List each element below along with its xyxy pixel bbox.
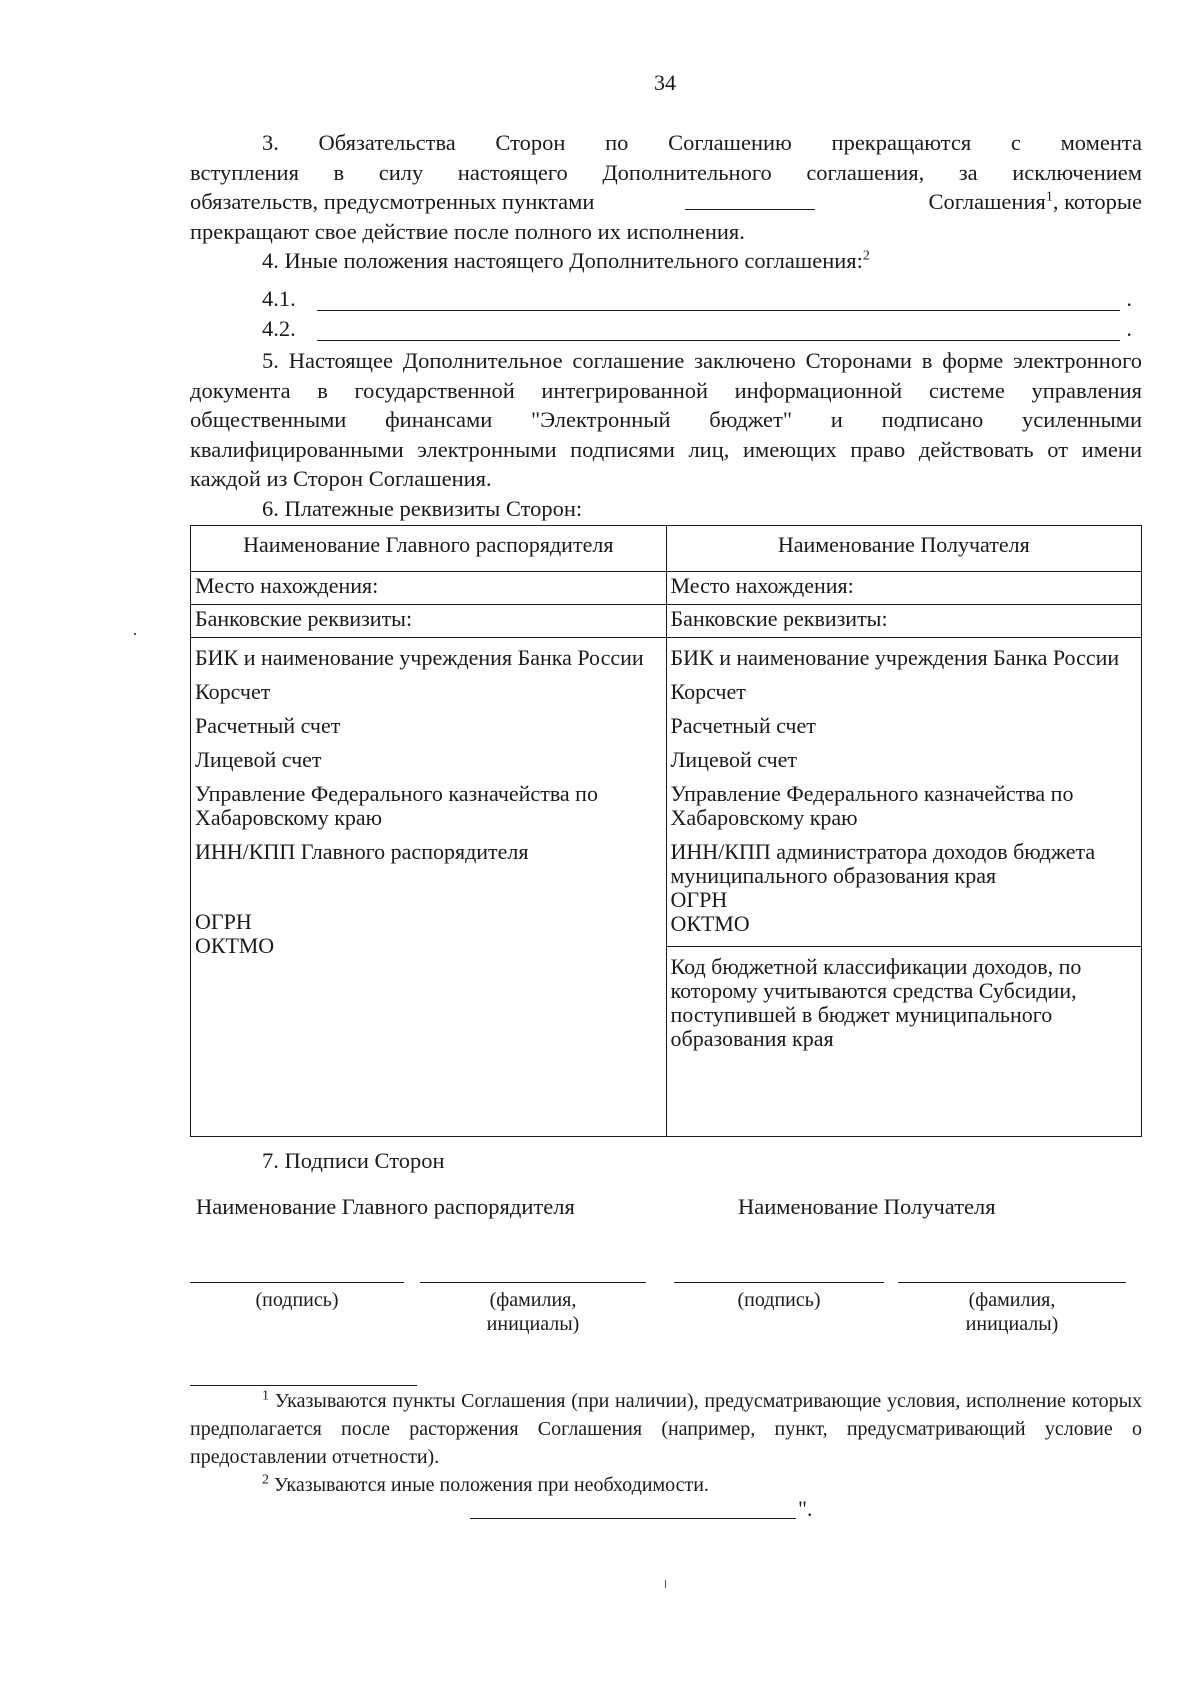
agreement-word: Соглашения [928,189,1046,214]
right-signature-caption: (подпись) [737,1289,821,1311]
paragraph-3-line-1: 3. Обязательства Сторон по Соглашению прекращаются с момента [262,130,1142,155]
payment-details-table [190,525,1142,1137]
left-details-cell [191,638,667,1137]
left-signature-line [190,1282,404,1283]
footnote-1 [190,1387,1142,1471]
left-personal-account: Лицевой счет [195,747,322,772]
paragraph-4 [190,246,1142,276]
paragraph-5 [190,346,1142,523]
paragraph-3 [190,128,1142,276]
right-details-cell [666,638,1142,1137]
left-treasury: Управление Федерального казначейства по Хабаровскому краю [195,781,598,830]
left-location: Место нахождения: [191,572,667,605]
left-bik: БИК и наименование учреждения Банка России [195,645,644,670]
right-personal-account: Лицевой счет [670,747,798,772]
page-number: 34 [654,70,676,95]
item-4-1-blank [317,310,1120,311]
right-oktmo: ОКТМО [670,911,750,936]
right-name-line [898,1282,1126,1283]
table-header-row [191,526,1142,572]
footnote-1-text: Указываются пункты Соглашения (при наличии), предусматривающие условия, исполнение которых предполагается после расторжения Соглашения (например, пункт, предусматривающий условие о предоставлении отчетности). [190,1390,1143,1468]
right-name-caption-line-2: инициалы) [965,1313,1059,1335]
paragraph-3-line-4: прекращают свое действие после полного их исполнения. [190,218,745,244]
scan-speck [665,1580,666,1588]
left-name-line [420,1282,646,1283]
right-ogrn: ОГРН [670,887,728,912]
which-word: , которые [1052,189,1142,214]
right-treasury: Управление Федерального казначейства по Хабаровскому краю [670,781,1074,830]
right-name-caption [898,1288,1126,1336]
signatures-title: 7. Подписи Сторон [262,1148,445,1173]
footnote-2 [190,1471,1142,1499]
signature-left-name: Наименование Главного распорядителя [196,1194,575,1219]
footnote-2-text: Указываются иные положения при необходимости. [274,1474,709,1496]
details-row [191,638,1142,1137]
left-name-caption [420,1288,646,1336]
right-bank-details: Банковские реквизиты: [666,605,1142,638]
left-ogrn: ОГРН [195,909,252,934]
left-bank-details: Банковские реквизиты: [191,605,667,638]
left-name-caption-line-2: инициалы) [486,1313,580,1335]
paragraph-3-line-3 [190,187,1142,217]
paragraph-3-line-2: вступления в силу настоящего Дополнительного соглашения, за исключением [190,159,1142,185]
footnote-ref-1: 1 [1045,189,1053,205]
left-oktmo: ОКТМО [195,933,275,958]
footnote-2-mark: 2 [262,1472,269,1488]
left-inn-kpp: ИНН/КПП Главного распорядителя [195,839,529,864]
header-recipient: Наименование Получателя [666,526,1142,572]
footnote-separator [190,1385,417,1386]
right-location: Место нахождения: [666,572,1142,605]
paragraph-4-text: 4. Иные положения настоящего Дополнительного соглашения: [262,248,863,273]
left-settlement-account: Расчетный счет [195,713,341,738]
paragraph-6: 6. Платежные реквизиты Сторон: [262,495,583,521]
scan-speck [134,633,136,635]
footnote-1-mark: 1 [262,1388,269,1404]
item-4-1-number: 4.1. [262,286,296,311]
left-signature-caption: (подпись) [255,1289,339,1311]
paragraph-3-line-3-start: обязательств, предусмотренных пунктами [190,189,595,214]
footnote-ref-2: 2 [862,248,870,264]
points-blank [685,189,815,210]
right-signature-line [674,1282,884,1283]
left-corr-account: Корсчет [195,679,271,704]
item-4-2 [262,316,1132,346]
item-4-2-end: . [1126,316,1132,341]
closing-rule [470,1518,796,1519]
right-name-caption-line-1: (фамилия, [968,1289,1056,1311]
item-4-1 [262,286,1132,316]
right-corr-account: Корсчет [670,679,746,704]
right-settlement-account: Расчетный счет [670,713,816,738]
right-bik: БИК и наименование учреждения Банка России [670,645,1120,670]
bank-details-row [191,605,1142,638]
item-4-2-blank [317,340,1120,341]
item-4-1-end: . [1126,286,1132,311]
header-main-manager: Наименование Главного распорядителя [191,526,667,572]
left-name-caption-line-1: (фамилия, [489,1289,577,1311]
item-4-2-number: 4.2. [262,316,296,341]
closing-quote: ". [798,1496,813,1521]
paragraph-3-line-3-end [929,187,1142,217]
location-row [191,572,1142,605]
signature-right-name: Наименование Получателя [738,1194,996,1219]
right-inn-kpp: ИНН/КПП администратора доходов бюджета муниципального образования края [670,839,1096,888]
paragraph-5-text: 5. Настоящее Дополнительное соглашение заключено Сторонами в форме электронного документа в государственной интегрированной информационной системе управления общественными финансами "Электронный бюджет" и подписано усиленными квалифицированными электронными подписями лиц, имеющих право действовать от имени каждой из Сторон Соглашения. [190,348,1142,491]
right-budget-code: Код бюджетной классификации доходов, по которому учитываются средства Субсидии, поступившей в бюджет муниципального образования края [667,946,1142,1053]
